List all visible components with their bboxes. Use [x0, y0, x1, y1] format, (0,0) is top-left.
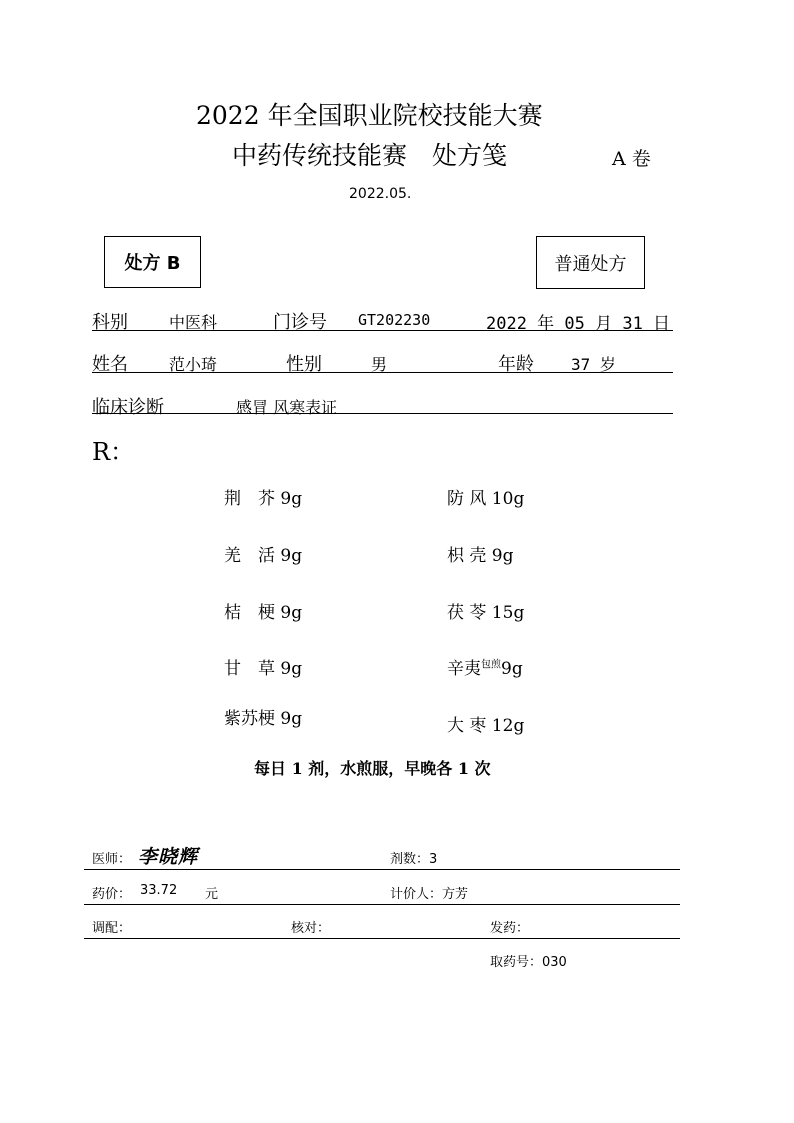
herb-item: 荆 芥 9g	[224, 489, 303, 509]
footer-rule-2	[84, 904, 680, 905]
doctor-signature: 李晓辉	[138, 846, 199, 868]
name-value: 范小琦	[169, 355, 218, 374]
title-line-1: 2022 年全国职业院校技能大赛	[196, 101, 543, 130]
herb-item: 甘 草 9g	[224, 659, 303, 679]
issue-label: 发药：	[490, 921, 530, 936]
doses-label-text: 剂数：	[390, 852, 430, 867]
herb-item: 羌 活 9g	[224, 546, 303, 566]
herb-item: 大 枣 12g	[447, 716, 525, 736]
herb-item: 桔 梗 9g	[224, 603, 303, 623]
herb-item: 防 风 10g	[447, 489, 525, 509]
gender-value: 男	[371, 355, 388, 374]
dispense-label: 调配：	[92, 921, 132, 936]
diagnosis-label: 临床诊断	[92, 397, 164, 418]
herb-item: 枳 壳 9g	[447, 546, 514, 566]
diagnosis-value: 感冒 风寒表证	[236, 398, 338, 417]
pickup-value: 030	[542, 955, 567, 970]
herb-note: 包煎	[481, 659, 501, 671]
dept-value: 中医科	[169, 313, 218, 332]
herb-item-with-note	[447, 654, 523, 679]
print-date: 2022.05.	[349, 186, 412, 202]
prescription-type-label: 处方 B	[124, 253, 181, 274]
clinic-no-value: GT202230	[358, 311, 431, 329]
title-line-2: 中药传统技能赛 处方笺	[232, 141, 508, 170]
info-row-1-rule	[92, 330, 673, 331]
pricer-label-text: 计价人：	[390, 887, 443, 902]
info-row-2-rule	[92, 372, 673, 373]
usage-instructions: 每日 1 剂，水煎服，早晚各 1 次	[254, 759, 491, 778]
herb-name: 辛夷	[447, 659, 481, 679]
price-value: 33.72	[140, 883, 178, 898]
dept-label: 科别	[92, 312, 128, 333]
rx-symbol: R：	[92, 438, 135, 466]
pricer-value: 方芳	[442, 887, 469, 902]
herb-item: 紫苏梗 9g	[224, 709, 303, 729]
footer-rule-1	[84, 869, 680, 870]
footer-rule-3	[84, 938, 680, 939]
volume-label: A 卷	[612, 148, 651, 170]
visit-date: 2022 年 05 月 31 日	[486, 314, 671, 334]
pricer-label	[390, 883, 468, 902]
doses-value: 3	[429, 852, 438, 867]
pickup-number	[490, 951, 567, 970]
price-unit: 元	[205, 887, 219, 902]
pickup-label: 取药号：	[490, 955, 543, 970]
prescription-category-label: 普通处方	[554, 253, 627, 275]
prescription-type-box	[104, 236, 201, 288]
prescription-category-box	[536, 236, 645, 289]
age-value: 37 岁	[571, 355, 616, 374]
clinic-no-label: 门诊号	[273, 312, 327, 333]
doses-label	[390, 848, 437, 867]
price-label: 药价：	[92, 887, 132, 902]
herb-dose: 9g	[501, 659, 523, 679]
name-label: 姓名	[92, 354, 128, 375]
info-row-3-rule	[92, 413, 673, 414]
check-label: 核对：	[291, 921, 331, 936]
age-label: 年龄	[498, 354, 534, 375]
doctor-label: 医师：	[92, 852, 132, 867]
gender-label: 性别	[286, 354, 322, 375]
herb-item: 茯 苓 15g	[447, 603, 525, 623]
